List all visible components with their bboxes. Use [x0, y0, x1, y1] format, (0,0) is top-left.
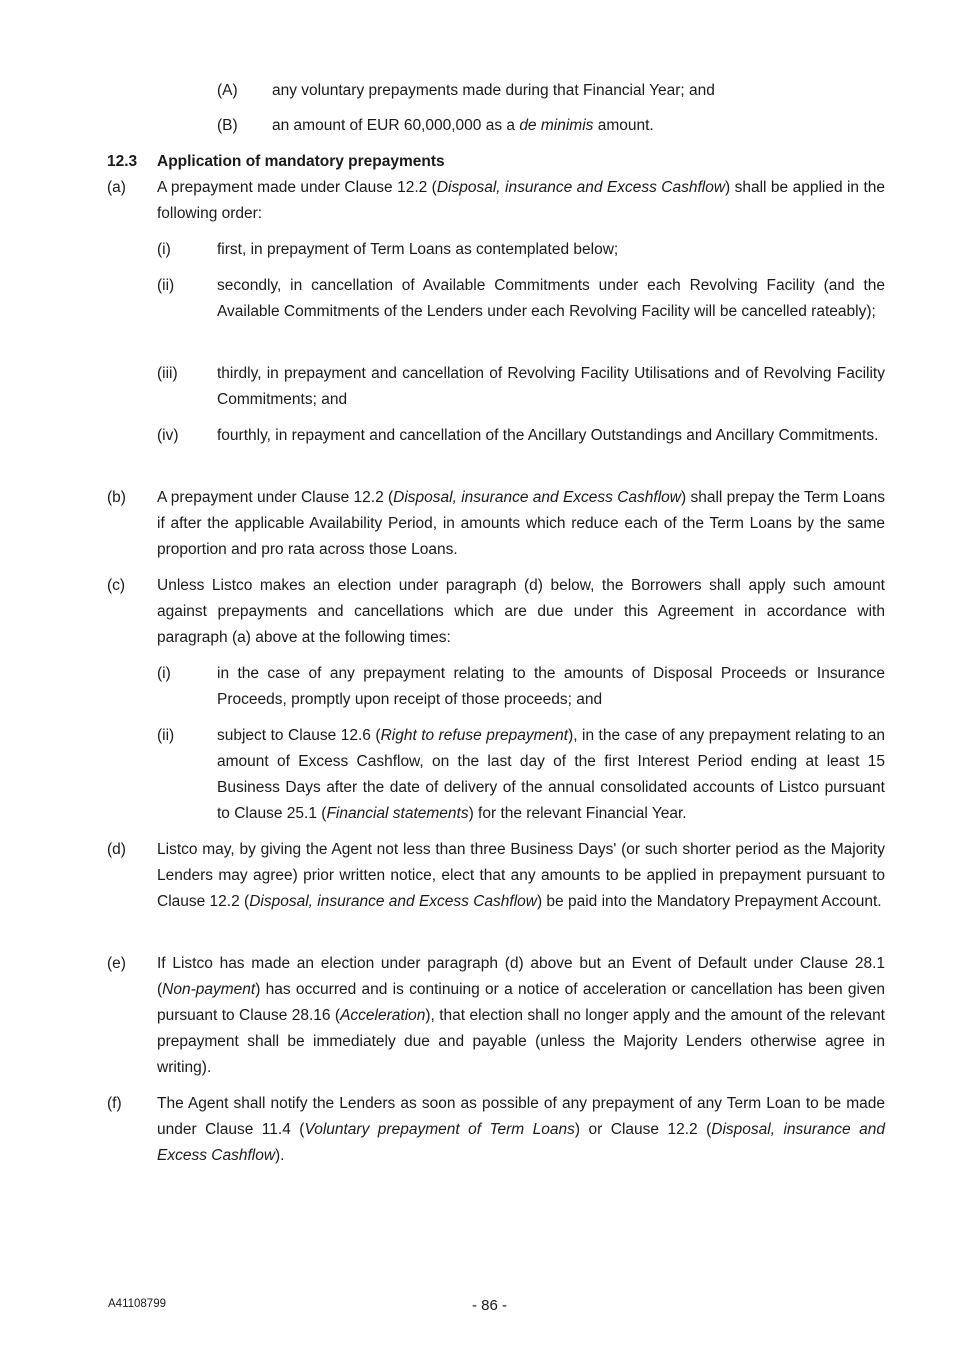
para-a-i-label: (i)	[157, 241, 171, 258]
para-c-text: Unless Listco makes an election under paragraph (d) below, the Borrowers shall apply such amount against prepayments and cancellations which are due under this Agreement in accordance with paragraph (a) above at the following times:	[157, 577, 885, 646]
para-c-ii-text: subject to Clause 12.6 (Right to refuse prepayment), in the case of any prepayment relating to an amount of Excess Cashflow, on the last day of the first Interest Period ending at least 15 Business Days after the date of delivery of the annual consolidated accounts of Listco pursuant to Clause 25.1 (Financial statements) for the relevant Financial Year.	[217, 727, 886, 822]
para-c-i-text: in the case of any prepayment relating to the amounts of Disposal Proceeds or Insurance Proceeds, promptly upon receipt of those proceeds; and	[217, 665, 885, 708]
para-a-iv-label: (iv)	[157, 427, 179, 444]
para-e-label: (e)	[107, 955, 126, 972]
item-label-A: (A)	[217, 82, 238, 99]
item-A-text: any voluntary prepayments made during that Financial Year; and	[272, 82, 715, 99]
para-a-iv-text: fourthly, in repayment and cancellation of the Ancillary Outstandings and Ancillary Commitments.	[217, 427, 879, 444]
item-B-text: an amount of EUR 60,000,000 as a de minimis amount.	[272, 117, 654, 134]
para-a-i-text: first, in prepayment of Term Loans as contemplated below;	[217, 241, 619, 258]
para-f-text: The Agent shall notify the Lenders as soon as possible of any prepayment of any Term Loan to be made under Clause 11.4 (Voluntary prepayment of Term Loans) or Clause 12.2 (Disposal, insurance and Excess Cashflow).	[157, 1095, 885, 1164]
para-b-label: (b)	[107, 489, 126, 506]
page-number: - 86 -	[472, 1297, 508, 1314]
para-a-ii-text: secondly, in cancellation of Available Commitments under each Revolving Facility (and the Available Commitments of the Lenders under each Revolving Facility will be cancelled rateably);	[217, 277, 885, 320]
para-a-text: A prepayment made under Clause 12.2 (Disposal, insurance and Excess Cashflow) shall be applied in the following order:	[157, 179, 886, 222]
para-a-iii-text: thirdly, in prepayment and cancellation of Revolving Facility Utilisations and of Revolving Facility Commitments; and	[217, 365, 885, 408]
para-c-label: (c)	[107, 577, 126, 594]
section-number: 12.3	[107, 153, 138, 170]
para-a-label: (a)	[107, 179, 126, 196]
item-label-B: (B)	[217, 117, 238, 134]
para-d-text: Listco may, by giving the Agent not less than three Business Days' (or such shorter period as the Majority Lenders may agree) prior written notice, elect that any amounts to be applied in prepayment pursuant to Clause 12.2 (Disposal, insurance and Excess Cashflow) be paid into the Mandatory Prepayment Account.	[157, 841, 885, 910]
para-e-text: If Listco has made an election under paragraph (d) above but an Event of Default under Clause 28.1 (Non-payment) has occurred and is continuing or a notice of acceleration or cancellation has been given pursuant to Clause 28.16 (Acceleration), that election shall no longer apply and the amount of the relevant prepayment shall be immediately due and payable (unless the Majority Lenders otherwise agree in writing).	[157, 955, 885, 1076]
document-reference: A41108799	[108, 1298, 166, 1310]
para-c-i-label: (i)	[157, 665, 171, 682]
para-f-label: (f)	[107, 1095, 122, 1112]
para-a-ii-label: (ii)	[157, 277, 175, 294]
para-a-iii-label: (iii)	[157, 365, 178, 382]
para-c-ii-label: (ii)	[157, 727, 175, 744]
para-d-label: (d)	[107, 841, 126, 858]
section-title: Application of mandatory prepayments	[157, 153, 445, 170]
para-b-text: A prepayment under Clause 12.2 (Disposal, insurance and Excess Cashflow) shall prepay the Term Loans if after the applicable Availability Period, in amounts which reduce each of the Term Loans by the same proportion and pro rata across those Loans.	[157, 489, 885, 558]
